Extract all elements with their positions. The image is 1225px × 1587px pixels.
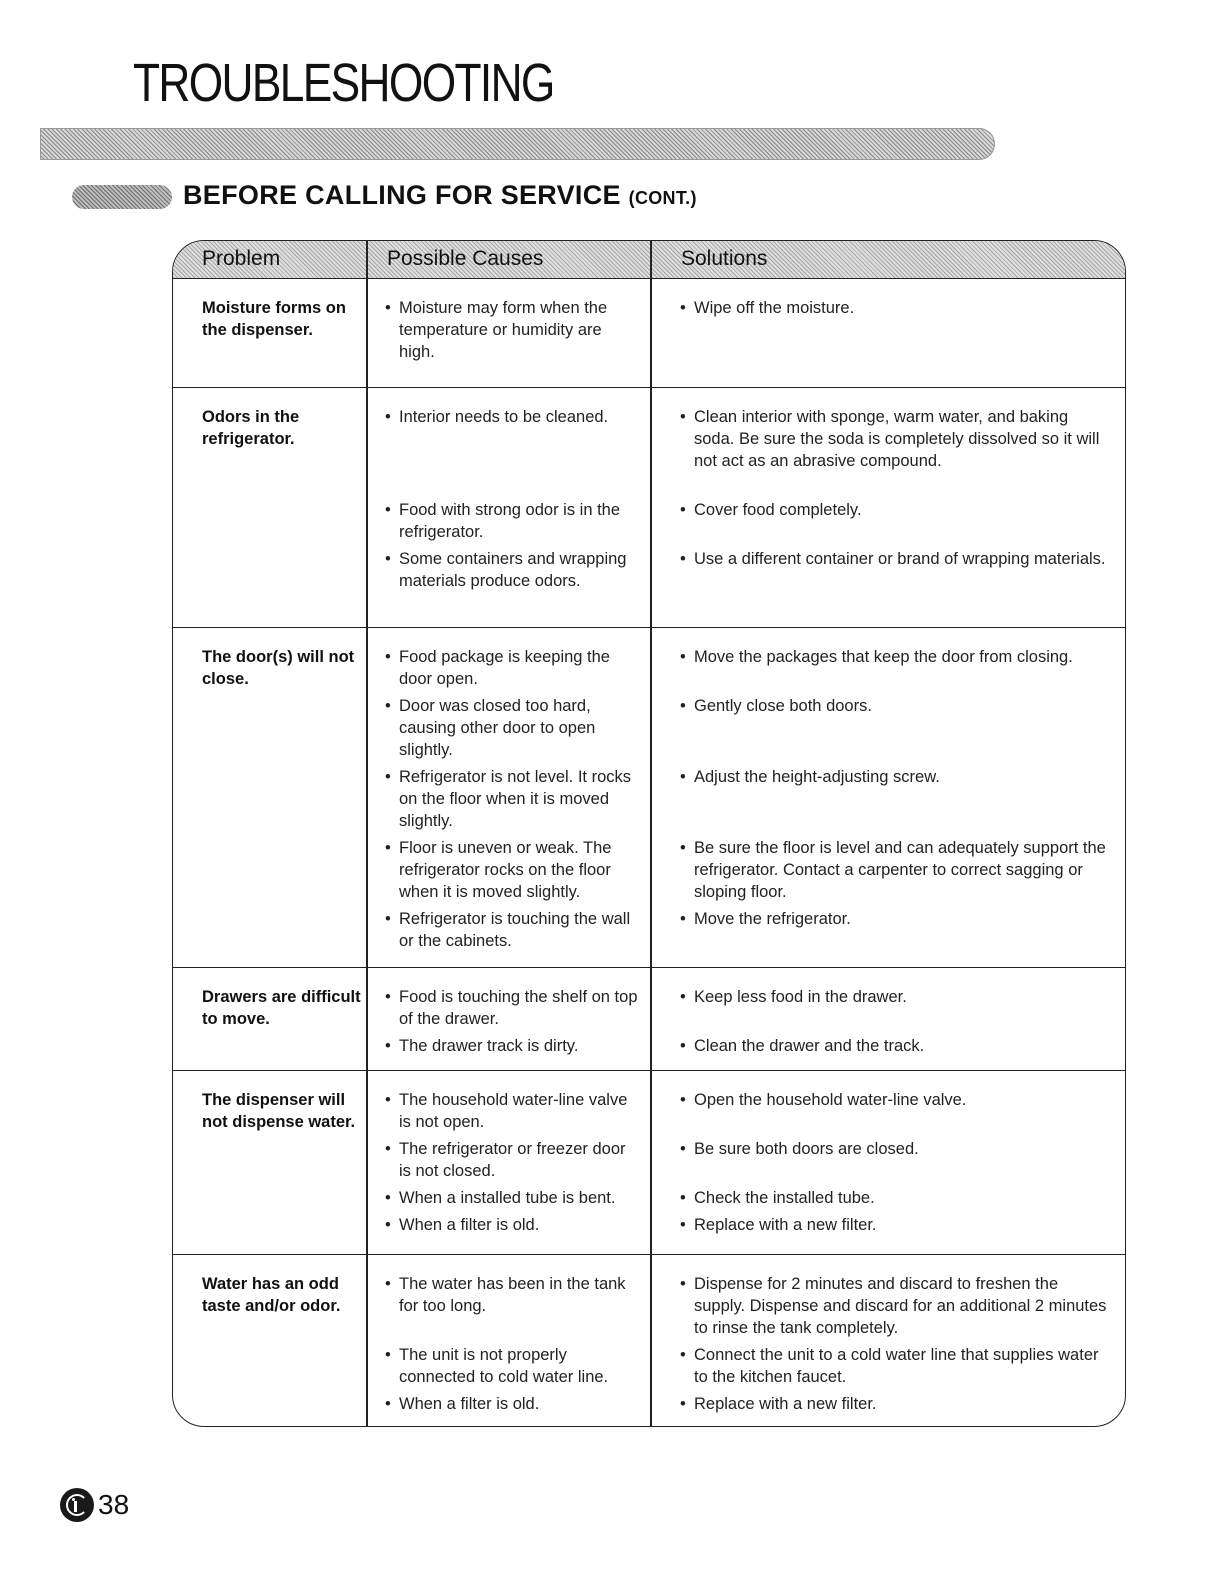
cause-text: When a filter is old. <box>399 1216 540 1234</box>
bullet-icon: • <box>385 910 391 928</box>
section-title <box>183 180 697 211</box>
table-row <box>173 1254 1125 1427</box>
bullet-icon: • <box>680 408 686 426</box>
section-title-suffix: (CONT.) <box>628 188 697 208</box>
solution-text: Clean the drawer and the track. <box>694 1037 925 1055</box>
cause-item <box>385 499 640 543</box>
bullet-icon: • <box>385 768 391 786</box>
solution-item <box>680 548 1110 570</box>
bullet-icon: • <box>680 839 686 857</box>
solution-text: Check the installed tube. <box>694 1189 875 1207</box>
cause-item <box>385 837 640 903</box>
solution-text: Use a different container or brand of wrapping materials. <box>694 550 1106 568</box>
solution-item <box>680 1344 1110 1388</box>
bullet-icon: • <box>385 988 391 1006</box>
bullet-icon: • <box>385 1091 391 1109</box>
problem-cell: Drawers are difficult to move. <box>202 988 361 1028</box>
bullet-icon: • <box>385 839 391 857</box>
bullet-icon: • <box>385 1346 391 1364</box>
bullet-icon: • <box>385 1189 391 1207</box>
solution-item <box>680 1138 1110 1160</box>
solution-item <box>680 695 1110 717</box>
solution-text: Dispense for 2 minutes and discard to freshen the supply. Dispense and discard for an additional 2 minutes to rinse the tank completely. <box>694 1275 1107 1337</box>
solution-text: Keep less food in the drawer. <box>694 988 907 1006</box>
table-row <box>173 627 1125 968</box>
cause-text: Food is touching the shelf on top of the drawer. <box>399 988 638 1028</box>
cause-text: The drawer track is dirty. <box>399 1037 579 1055</box>
column-header-problem: Problem <box>202 247 281 270</box>
bullet-icon: • <box>680 1275 686 1293</box>
solution-text: Move the refrigerator. <box>694 910 851 928</box>
solution-text: Be sure both doors are closed. <box>694 1140 919 1158</box>
solution-item <box>680 406 1110 472</box>
cause-text: The water has been in the tank for too long. <box>399 1275 626 1315</box>
solution-item <box>680 1187 1110 1209</box>
lg-logo-icon <box>60 1488 94 1522</box>
table-row <box>173 279 1125 387</box>
solution-text: Cover food completely. <box>694 501 862 519</box>
cause-text: The household water-line valve is not open. <box>399 1091 628 1131</box>
solution-item <box>680 766 1110 788</box>
solution-item <box>680 908 1110 930</box>
cause-item <box>385 1089 640 1133</box>
column-header-solutions: Solutions <box>681 247 768 270</box>
cause-item <box>385 646 640 690</box>
column-header-causes: Possible Causes <box>387 247 544 270</box>
bullet-icon: • <box>680 910 686 928</box>
cause-item <box>385 548 640 592</box>
table-row <box>173 1070 1125 1255</box>
table-row <box>173 387 1125 628</box>
bullet-icon: • <box>680 1395 686 1413</box>
bullet-icon: • <box>385 501 391 519</box>
bullet-icon: • <box>680 299 686 317</box>
problem-cell: Moisture forms on the dispenser. <box>202 299 346 339</box>
bullet-icon: • <box>385 1216 391 1234</box>
solution-item <box>680 646 1110 668</box>
bullet-icon: • <box>680 1140 686 1158</box>
solution-item <box>680 837 1110 903</box>
solution-text: Replace with a new filter. <box>694 1216 877 1234</box>
solution-item <box>680 986 1110 1008</box>
bullet-icon: • <box>385 1395 391 1413</box>
bullet-icon: • <box>680 1189 686 1207</box>
cause-item <box>385 766 640 832</box>
bullet-icon: • <box>680 648 686 666</box>
bullet-icon: • <box>385 550 391 568</box>
cause-text: Some containers and wrapping materials produce odors. <box>399 550 627 590</box>
solution-text: Gently close both doors. <box>694 697 872 715</box>
solution-text: Move the packages that keep the door from closing. <box>694 648 1073 666</box>
cause-item <box>385 986 640 1030</box>
solution-item <box>680 297 1110 319</box>
solution-text: Clean interior with sponge, warm water, and baking soda. Be sure the soda is completely dissolved so it will not act as an abrasive compound. <box>694 408 1100 470</box>
section-title-text: BEFORE CALLING FOR SERVICE <box>183 180 621 210</box>
solution-item <box>680 1273 1110 1339</box>
cause-item <box>385 297 640 363</box>
cause-item <box>385 406 640 428</box>
cause-text: When a installed tube is bent. <box>399 1189 616 1207</box>
bullet-icon: • <box>680 697 686 715</box>
bullet-icon: • <box>680 1346 686 1364</box>
solution-text: Replace with a new filter. <box>694 1395 877 1413</box>
page-number: 38 <box>98 1489 130 1520</box>
cause-text: Floor is uneven or weak. The refrigerator rocks on the floor when it is moved slightly. <box>399 839 612 901</box>
cause-text: Interior needs to be cleaned. <box>399 408 609 426</box>
table-header <box>173 241 1125 279</box>
cause-text: Food with strong odor is in the refrigerator. <box>399 501 621 541</box>
cause-text: Moisture may form when the temperature or humidity are high. <box>399 299 608 361</box>
section-marker <box>72 185 172 209</box>
cause-item <box>385 908 640 952</box>
troubleshooting-table <box>172 240 1126 1427</box>
bullet-icon: • <box>385 697 391 715</box>
bullet-icon: • <box>680 550 686 568</box>
bullet-icon: • <box>385 1275 391 1293</box>
bullet-icon: • <box>680 1216 686 1234</box>
table-row <box>173 967 1125 1071</box>
bullet-icon: • <box>680 988 686 1006</box>
problem-cell: The door(s) will not close. <box>202 648 355 688</box>
solution-item <box>680 499 1110 521</box>
cause-text: Food package is keeping the door open. <box>399 648 610 688</box>
bullet-icon: • <box>680 501 686 519</box>
bullet-icon: • <box>385 1037 391 1055</box>
cause-text: Refrigerator is not level. It rocks on the floor when it is moved slightly. <box>399 768 631 830</box>
cause-text: Door was closed too hard, causing other door to open slightly. <box>399 697 596 759</box>
page-title: TROUBLESHOOTING <box>133 53 554 113</box>
page-footer <box>60 1487 129 1523</box>
solution-item <box>680 1035 1110 1057</box>
cause-text: The refrigerator or freezer door is not closed. <box>399 1140 626 1180</box>
solution-item <box>680 1393 1110 1415</box>
problem-cell: Odors in the refrigerator. <box>202 408 300 448</box>
bullet-icon: • <box>385 1140 391 1158</box>
cause-text: Refrigerator is touching the wall or the cabinets. <box>399 910 631 950</box>
bullet-icon: • <box>385 408 391 426</box>
bullet-icon: • <box>385 299 391 317</box>
bullet-icon: • <box>680 768 686 786</box>
bullet-icon: • <box>680 1037 686 1055</box>
solution-item <box>680 1214 1110 1236</box>
solution-item <box>680 1089 1110 1111</box>
solution-text: Adjust the height-adjusting screw. <box>694 768 940 786</box>
cause-item <box>385 1273 640 1317</box>
solution-text: Be sure the floor is level and can adequately support the refrigerator. Contact a carpenter to correct sagging or sloping floor. <box>694 839 1106 901</box>
cause-item <box>385 1187 640 1209</box>
cause-item <box>385 695 640 761</box>
cause-item <box>385 1393 640 1415</box>
cause-item <box>385 1035 640 1057</box>
cause-item <box>385 1138 640 1182</box>
cause-text: The unit is not properly connected to cold water line. <box>399 1346 609 1386</box>
problem-cell: Water has an odd taste and/or odor. <box>202 1275 341 1315</box>
title-decoration-bar <box>40 128 995 160</box>
cause-text: When a filter is old. <box>399 1395 540 1413</box>
bullet-icon: • <box>385 648 391 666</box>
solution-text: Wipe off the moisture. <box>694 299 855 317</box>
solution-text: Connect the unit to a cold water line that supplies water to the kitchen faucet. <box>694 1346 1099 1386</box>
solution-text: Open the household water-line valve. <box>694 1091 967 1109</box>
cause-item <box>385 1344 640 1388</box>
cause-item <box>385 1214 640 1236</box>
bullet-icon: • <box>680 1091 686 1109</box>
problem-cell: The dispenser will not dispense water. <box>202 1091 356 1131</box>
